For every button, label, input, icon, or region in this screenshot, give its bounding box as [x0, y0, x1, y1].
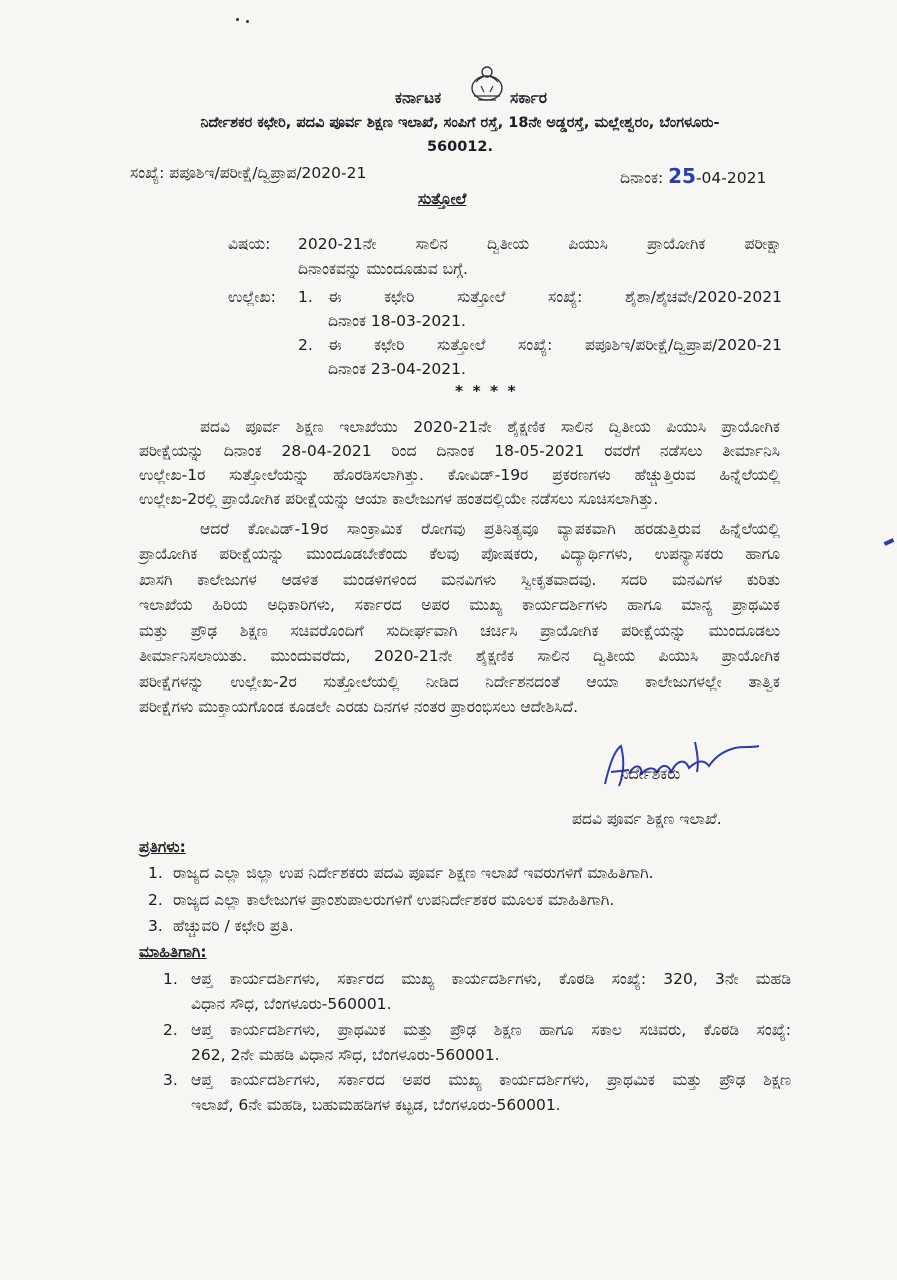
date-day-handwritten: 25 [668, 164, 696, 188]
date-label: ದಿನಾಂಕ: [620, 169, 664, 187]
reference-2-line2: ದಿನಾಂಕ 23-04-2021. [328, 360, 466, 378]
scan-speck [236, 18, 239, 21]
subject-line2: ದಿನಾಂಕವನ್ನು ಮುಂದೂಡುವ ಬಗ್ಗೆ. [298, 260, 468, 278]
info-1-number: 1. [163, 970, 178, 988]
para2-line7: ಪರೀಕ್ಷೆಗಳನ್ನು ಉಲ್ಲೇಖ-2ರ ಸುತ್ತೋಲೆಯಲ್ಲಿ ನೀಡಿದ ನಿರ್ದೇಶನದಂತೆ ಆಯಾ ಕಾಲೇಜುಗಳಲ್ಲೇ ತಾತ್ವಿಕ [139, 673, 780, 691]
separator-stars: * * * * [455, 382, 518, 400]
reference-number: ಸಂಖ್ಯೆ: ಪಪೂಶಿಇ/ಪರೀಕ್ಷೆ/ದ್ವಿಪ್ರಾಪ/2020-21 [130, 164, 367, 182]
info-2-line2: 262, 2ನೇ ಮಹಡಿ ವಿಧಾನ ಸೌಧ, ಬೆಂಗಳೂರು-560001. [191, 1046, 500, 1064]
circular-title: ಸುತ್ತೋಲೆ [418, 190, 467, 208]
para2-line3: ಖಾಸಗಿ ಕಾಲೇಜುಗಳ ಆಡಳಿತ ಮಂಡಳಿಗಳಿಂದ ಮನವಿಗಳು ಸ್ವೀಕೃತವಾದವು. ಸದರಿ ಮನವಿಗಳ ಕುರಿತು [139, 571, 780, 589]
info-1-line2: ವಿಧಾನ ಸೌಧ, ಬೆಂಗಳೂರು-560001. [191, 995, 392, 1013]
reference-1-number: 1. [298, 288, 313, 306]
copy-2-number: 2. [148, 891, 163, 909]
info-2-line1: ಆಪ್ತ ಕಾರ್ಯದರ್ಶಿಗಳು, ಪ್ರಾಥಮಿಕ ಮತ್ತು ಪ್ರೌಢ ಶಿಕ್ಷಣ ಹಾಗೂ ಸಕಾಲ ಸಚಿವರು, ಕೊಠಡಿ ಸಂಖ್ಯೆ: [191, 1021, 791, 1039]
copies-heading: ಪ್ರತಿಗಳು: [139, 838, 186, 856]
para1-line1: ಪದವಿ ಪೂರ್ವ ಶಿಕ್ಷಣ ಇಲಾಖೆಯು 2020-21ನೇ ಶೈಕ್ಷಣಿಕ ಸಾಲಿನ ದ್ವಿತೀಯ ಪಿಯುಸಿ ಪ್ರಾಯೋಗಿಕ [200, 418, 780, 436]
reference-1-line1: ಈ ಕಛೇರಿ ಸುತ್ತೋಲೆ ಸಂಖ್ಯೆ: ಶೈಶಾ/ಶೈಚವೇ/2020-2021 [328, 288, 782, 306]
info-3-line2: ಇಲಾಖೆ, 6ನೇ ಮಹಡಿ, ಬಹುಮಹಡಿಗಳ ಕಟ್ಟಡ, ಬೆಂಗಳೂರು-560001. [191, 1096, 561, 1114]
copy-3-number: 3. [148, 917, 163, 935]
subject-label: ವಿಷಯ: [228, 235, 271, 253]
reference-1-line2: ದಿನಾಂಕ 18-03-2021. [328, 312, 466, 330]
copy-2-text: ರಾಜ್ಯದ ಎಲ್ಲಾ ಕಾಲೇಜುಗಳ ಪ್ರಾಂಶುಪಾಲರುಗಳಿಗೆ ಉಪನಿರ್ದೇಶಕರ ಮೂಲಕ ಮಾಹಿತಿಗಾಗಿ. [173, 891, 615, 909]
signatory-department: ಪದವಿ ಪೂರ್ವ ಶಿಕ್ಷಣ ಇಲಾಖೆ. [572, 810, 722, 828]
references-label: ಉಲ್ಲೇಖ: [228, 288, 276, 306]
header-title-right: ಸರ್ಕಾರ [510, 89, 547, 107]
para2-line2: ಪ್ರಾಯೋಗಿಕ ಪರೀಕ್ಷೆಯನ್ನು ಮುಂದೂಡಬೇಕೆಂದು ಕೆಲವು ಪೋಷಕರು, ವಿದ್ಯಾರ್ಥಿಗಳು, ಉಪನ್ಯಾಸಕರು ಹಾಗೂ [139, 545, 780, 563]
office-address-line1: ನಿರ್ದೇಶಕರ ಕಛೇರಿ, ಪದವಿ ಪೂರ್ವ ಶಿಕ್ಷಣ ಇಲಾಖೆ, ಸಂಪಿಗೆ ರಸ್ತೆ, 18ನೇ ಅಡ್ಡರಸ್ತೆ, ಮಲ್ಲೇಶ್ವರಂ, ಬೆಂಗಳೂರು- [200, 115, 720, 131]
date-month-year: -04-2021 [695, 169, 767, 187]
subject-line1: 2020-21ನೇ ಸಾಲಿನ ದ್ವಿತೀಯ ಪಿಯುಸಿ ಪ್ರಾಯೋಗಿಕ ಪರೀಕ್ಷಾ [298, 235, 782, 253]
para1-line3: ಉಲ್ಲೇಖ-1ರ ಸುತ್ತೋಲೆಯನ್ನು ಹೊರಡಿಸಲಾಗಿತ್ತು. ಕೋವಿಡ್-19ರ ಪ್ರಕರಣಗಳು ಹೆಚ್ಚುತ್ತಿರುವ ಹಿನ್ನೆಲೆಯಲ್ಲಿ [139, 466, 780, 484]
copy-3-text: ಹೆಚ್ಚುವರಿ / ಕಛೇರಿ ಪ್ರತಿ. [173, 917, 294, 935]
info-1-line1: ಆಪ್ತ ಕಾರ್ಯದರ್ಶಿಗಳು, ಸರ್ಕಾರದ ಮುಖ್ಯ ಕಾರ್ಯದರ್ಶಿಗಳು, ಕೊಠಡಿ ಸಂಖ್ಯೆ: 320, 3ನೇ ಮಹಡಿ [191, 970, 791, 988]
scan-speck [246, 20, 249, 23]
para2-line6: ತೀರ್ಮಾನಿಸಲಾಯಿತು. ಮುಂದುವರೆದು, 2020-21ನೇ ಶೈಕ್ಷಣಿಕ ಸಾಲಿನ ದ್ವಿತೀಯ ಪಿಯುಸಿ ಪ್ರಾಯೋಗಿಕ [139, 647, 780, 665]
copy-1-number: 1. [148, 864, 163, 882]
reference-2-line1: ಈ ಕಛೇರಿ ಸುತ್ತೋಲೆ ಸಂಖ್ಯೆ: ಪಪೂಶಿಇ/ಪರೀಕ್ಷೆ/ದ್ವಿಪ್ರಾಪ/2020-21 [328, 336, 782, 354]
info-heading: ಮಾಹಿತಿಗಾಗಿ: [139, 943, 207, 961]
info-2-number: 2. [163, 1021, 178, 1039]
para2-line4: ಇಲಾಖೆಯ ಹಿರಿಯ ಅಧಿಕಾರಿಗಳು, ಸರ್ಕಾರದ ಅಪರ ಮುಖ್ಯ ಕಾರ್ಯದರ್ಶಿಗಳು ಹಾಗೂ ಮಾನ್ಯ ಪ್ರಾಥಮಿಕ [139, 596, 780, 614]
office-address-line2: 560012. [426, 139, 494, 155]
signatory-title: ನಿರ್ದೇಶಕರು [620, 765, 681, 783]
info-3-line1: ಆಪ್ತ ಕಾರ್ಯದರ್ಶಿಗಳು, ಸರ್ಕಾರದ ಅಪರ ಮುಖ್ಯ ಕಾರ್ಯದರ್ಶಿಗಳು, ಪ್ರಾಥಮಿಕ ಮತ್ತು ಪ್ರೌಢ ಶಿಕ್ಷಣ [191, 1071, 791, 1089]
para2-line8: ಪರೀಕ್ಷೆಗಳು ಮುಕ್ತಾಯಗೊಂಡ ಕೂಡಲೇ ಎರಡು ದಿನಗಳ ನಂತರ ಪ್ರಾರಂಭಿಸಲು ಆದೇಶಿಸಿದೆ. [139, 698, 579, 716]
header-title-left: ಕರ್ನಾಟಕ [395, 89, 442, 107]
copy-1-text: ರಾಜ್ಯದ ಎಲ್ಲಾ ಜಿಲ್ಲಾ ಉಪ ನಿರ್ದೇಶಕರು ಪದವಿ ಪೂರ್ವ ಶಿಕ್ಷಣ ಇಲಾಖೆ ಇವರುಗಳಿಗೆ ಮಾಹಿತಿಗಾಗಿ. [173, 864, 654, 882]
info-3-number: 3. [163, 1071, 178, 1089]
state-emblem-icon [466, 62, 508, 106]
para1-line2: ಪರೀಕ್ಷೆಯನ್ನು ದಿನಾಂಕ 28-04-2021 ರಿಂದ ದಿನಾಂಕ 18-05-2021 ರವರೆಗೆ ನಡೆಸಲು ತೀರ್ಮಾನಿಸಿ [139, 442, 780, 460]
para2-line1: ಆದರೆ ಕೋವಿಡ್-19ರ ಸಾಂಕ್ರಾಮಿಕ ರೋಗವು ಪ್ರತಿನಿತ್ಯವೂ ವ್ಯಾಪಕವಾಗಿ ಹರಡುತ್ತಿರುವ ಹಿನ್ನೆಲೆಯಲ್ಲಿ [200, 520, 780, 538]
reference-2-number: 2. [298, 336, 313, 354]
para1-line4: ಉಲ್ಲೇಖ-2ರಲ್ಲಿ ಪ್ರಾಯೋಗಿಕ ಪರೀಕ್ಷೆಯನ್ನು ಆಯಾ ಕಾಲೇಜುಗಳ ಹಂತದಲ್ಲಿಯೇ ನಡೆಸಲು ಸೂಚಿಸಲಾಗಿತ್ತು. [139, 490, 659, 508]
scan-pen-mark [884, 538, 895, 546]
para2-line5: ಮತ್ತು ಪ್ರೌಢ ಶಿಕ್ಷಣ ಸಚಿವರೊಂದಿಗೆ ಸುದೀರ್ಘವಾಗಿ ಚರ್ಚಿಸಿ ಪ್ರಾಯೋಗಿಕ ಪರೀಕ್ಷೆಯನ್ನು ಮುಂದೂಡಲು [139, 622, 780, 640]
date-field [620, 164, 766, 188]
